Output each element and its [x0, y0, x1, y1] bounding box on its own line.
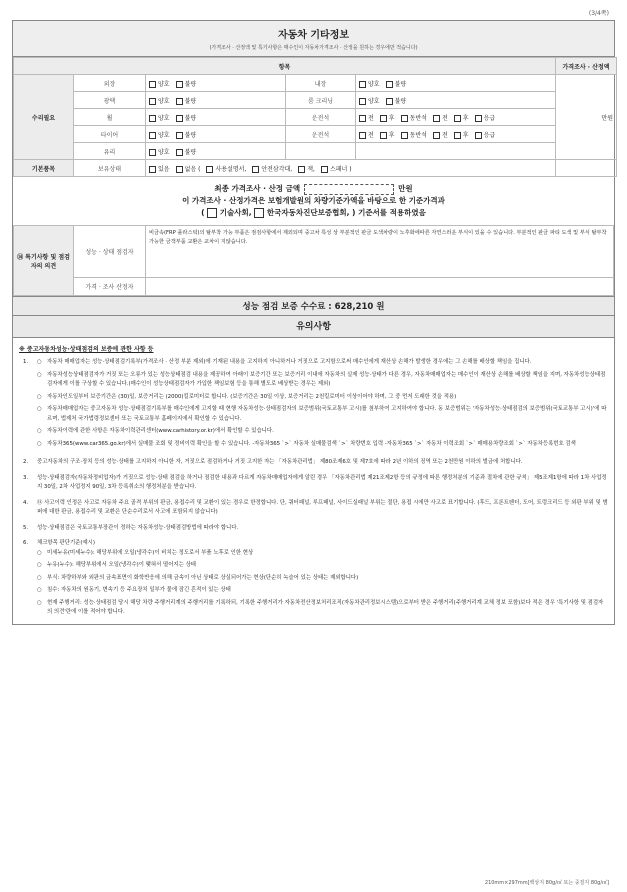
checkbox[interactable]	[454, 132, 461, 139]
checkbox[interactable]	[176, 149, 183, 156]
notice-body	[37, 499, 608, 518]
notice-text: 성능·상태점검은 국토교통부장관이 정하는 자동차성능·상태점검방법에 따라야 합니다.	[37, 524, 239, 531]
notice-number: 5.	[23, 524, 29, 531]
repair-option[interactable]: 불량	[176, 81, 197, 88]
checkbox[interactable]	[176, 132, 183, 139]
notice-bullet-text: 자동차 매매업자는 성능·상태점검기록부(가격조사 · 산정 부분 제외)에 기재된 내용을 고지하지 아니하거나 거짓으로 고지함으로써 매수인에게 재산상 손해가 발생한 경우에는 그 손해를 배상할 책임을 집니다.	[47, 359, 532, 365]
checkbox[interactable]	[321, 166, 328, 173]
basic-option[interactable]: 없음 (	[176, 166, 201, 173]
notice-subtitle: ※ 중고자동차성능·상태점검의 보증에 관한 사항 등	[19, 346, 154, 353]
notice-bullet	[37, 427, 608, 437]
notice-bullet	[37, 599, 608, 618]
price-ref-a: 기술사회,	[219, 208, 252, 217]
checkbox[interactable]	[359, 81, 366, 88]
repair-option[interactable]: 양호	[359, 81, 380, 88]
notice-bullet-text: 자동차성능상태점검자가 거짓 또는 오류가 있는 성능상태점검 내용을 제공하여 아래이 보증기간 또는 보증거리 이내에 자동차의 실제 성능·상태가 다른 경우, 자동차매매업자는 매수인이 재산상 손해를 배상할 책임을 지며, 자동차성능상태점검자에게 이를 구상할 수 있습니다.(매수인이 성능상태점검자가 가입한 책임보험 등을 통해 별도로 배상받는 경우는 제외)	[47, 371, 606, 387]
checkbox-assoc[interactable]	[254, 208, 264, 218]
repair-item-label: 내장	[286, 75, 356, 92]
notice-body	[37, 539, 608, 621]
checkbox[interactable]	[380, 132, 387, 139]
notice-bullet-text: 침수: 자동차의 원동기, 변속기 등 주요장치 일부가 물에 잠긴 흔적이 있는 상태	[47, 587, 231, 593]
notice-text: 중고자동차의 구조·장치 등의 성능·상태를 고지하지 아니한 자, 거짓으로 점검하거나 거짓 고지한 자는 「자동차관리법」 제80조제6호 및 제7호에 따라 2년 이하의 징역 또는 2천만원 이하의 벌금에 처합니다.	[37, 459, 523, 465]
notice-bullet-text: 자동차이력에 관한 사항은 자동차이력관리센터(www.carhistory.or.kr)에서 확인할 수 있습니다.	[47, 428, 274, 434]
notice-bullet-text: 자동차인도일부터 보증기간은 (30)일, 보증거리는 (2000)킬로미터로 합니다. (보증기간은 30일 이상, 보증거리는 2천킬로미터 이상이어야 하며, 그 중 먼저 도래한 것을 적용)	[47, 393, 457, 400]
circle-bullet-icon: ○	[37, 599, 42, 606]
checkbox[interactable]	[475, 132, 482, 139]
repair-option[interactable]: 불량	[386, 81, 407, 88]
repair-option[interactable]: 양호	[359, 98, 380, 105]
special-section-label: ⑭ 특기사항 및 점검자의 의견	[14, 226, 74, 296]
price-unit: 만원	[398, 184, 413, 193]
basic-option[interactable]: 있음	[149, 166, 170, 173]
repair-item-label: 타이어	[74, 126, 146, 143]
notice-bullet	[37, 549, 608, 559]
circle-bullet-icon: ○	[37, 359, 42, 365]
repair-item-label: 운전석	[286, 126, 356, 143]
repair-option[interactable]: 양호	[149, 81, 170, 88]
repair-option[interactable]: 전	[433, 132, 448, 139]
repair-item-options	[146, 143, 286, 160]
repair-option[interactable]: 불량	[176, 98, 197, 105]
notice-bullet-text: 누유(누수): 해당부위에서 오일(냉각수)이 맺혀서 떨어지는 상태	[47, 562, 196, 568]
repair-option[interactable]: 응급	[475, 115, 496, 122]
checkbox[interactable]	[149, 115, 156, 122]
checkbox[interactable]	[359, 115, 366, 122]
repair-option[interactable]: 동반석	[401, 132, 427, 139]
notice-bullet-text: 자동차365(www.car365.go.kr)에서 실매물 조회 및 정비이력 확인을 할 수 있습니다. -자동차365 `>` 자동차 실매물검색 `>` 차량번호 입력 -자동차365 `>` 자동차 이력조회 `>` 매매용차량조회 `>` 자동차등록번호 검색	[47, 440, 576, 447]
notice-body	[37, 358, 608, 452]
repair-option[interactable]: 후	[454, 115, 469, 122]
notice-item	[13, 496, 614, 521]
basic-option[interactable]: 스패너 )	[321, 166, 352, 173]
notice-text: 성능·상태점검자(자동차정비업자)가 거짓으로 성능·상태 점검을 하거나 점검한 내용과 다르게 자동차매매업자에게 알린 경우 「자동차관리법 제21조제2항 등의 규정에 따른 행정처분의 기준과 절차에 관한 규칙」 제5조제1항에 따라 1차 사업정지 30일, 2차 사업정지 90일, 3차 등록취소의 행정처분을 받습니다.	[37, 474, 607, 490]
repair-item-label: 휠	[74, 109, 146, 126]
repair-item-label: 유리	[74, 143, 146, 160]
repair-row	[14, 92, 617, 109]
notice-number: 4.	[23, 499, 29, 506]
repair-option[interactable]: 불량	[176, 149, 197, 156]
checkbox[interactable]	[176, 115, 183, 122]
repair-option[interactable]: 불량	[176, 115, 197, 122]
notice-bullet	[37, 440, 608, 450]
notice-bullet	[37, 405, 608, 424]
checkbox[interactable]	[475, 115, 482, 122]
checkbox[interactable]	[359, 98, 366, 105]
notice-number: 2.	[23, 459, 29, 465]
repair-item-options	[146, 126, 286, 143]
repair-option[interactable]: 후	[380, 132, 395, 139]
inspector-label: 성능 · 상태 점검자	[74, 226, 146, 278]
repair-row	[14, 109, 617, 126]
repair-option[interactable]: 양호	[149, 98, 170, 105]
checkbox-tech[interactable]	[207, 208, 217, 218]
circle-bullet-icon: ○	[37, 371, 42, 378]
circle-bullet-icon: ○	[37, 440, 42, 447]
notice-bullet-text: 현재 주행거리: 성능·상태점검 당시 해당 차량 주행거리계의 주행거리를 기록하되, 기록한 주행거리가 자동차전산정보처리조직(자동차관리정보시스템)으로부터 받은 주행거리(주행거리계 교체 정보 포함)보다 적은 경우 '특기사항 및 점검자의 의견'란에 이를 적어야 합니다.	[47, 599, 604, 615]
notice-item	[13, 355, 614, 455]
checkbox[interactable]	[433, 115, 440, 122]
notice-intro: 체크항목 판단기준(예시)	[37, 540, 95, 546]
special-table	[13, 225, 614, 296]
repair-option[interactable]: 후	[380, 115, 395, 122]
notice-body	[37, 524, 608, 534]
notice-bullet	[37, 393, 608, 403]
repair-section-label: 수리필요	[14, 75, 74, 160]
checkbox[interactable]	[401, 132, 408, 139]
repair-item-options	[356, 143, 556, 160]
form-frame	[12, 20, 615, 625]
appraiser-label: 가격 · 조사 산정자	[74, 278, 146, 296]
repair-option[interactable]: 전	[359, 115, 374, 122]
notice-bullet-text: 부식: 차량하부와 외판의 금속표면이 화학반응에 의해 금속이 아닌 상태로 상실되어가는 현상(단순히 녹슬어 있는 상태는 제외합니다)	[47, 574, 359, 581]
notice-list	[13, 355, 614, 624]
price-label: 최종 가격조사 · 산정 금액	[214, 184, 301, 193]
header-price: 가격조사 · 산정액	[556, 58, 617, 75]
notice-item	[13, 471, 614, 496]
checkbox[interactable]	[149, 81, 156, 88]
checkbox[interactable]	[359, 132, 366, 139]
circle-bullet-icon: ○	[37, 428, 42, 434]
checkbox[interactable]	[176, 81, 183, 88]
checkbox[interactable]	[454, 115, 461, 122]
notice-text: ⑭ 사고이력 인정은 사고로 자동차 주요 골격 부위의 판금, 용접수리 및 교환이 있는 경우로 한정합니다. 단, 쿼터패널, 루프패널, 사이드실패널 부위는 절단, 용접 시에만 사고로 표기합니다. (후드, 프론트펜더, 도어, 트렁크리드 등 외판 부위 및 범퍼에 대한 판금, 용접수리 및 교환은 단순수리로서 사고에 포함되지 않습니다)	[37, 499, 608, 515]
repair-item-label: 광택	[74, 92, 146, 109]
circle-bullet-icon: ○	[37, 587, 42, 593]
checkbox[interactable]	[149, 166, 156, 173]
form-title: 자동차 기타정보	[277, 30, 350, 41]
repair-item-options	[356, 126, 556, 143]
basic-option[interactable]: 사용설명서,	[206, 166, 246, 173]
checkbox[interactable]	[380, 115, 387, 122]
repair-option[interactable]: 양호	[149, 149, 170, 156]
checkbox[interactable]	[206, 166, 213, 173]
checkbox[interactable]	[433, 132, 440, 139]
notice-item	[13, 455, 614, 471]
repair-option[interactable]: 양호	[149, 132, 170, 139]
paper-spec: 210mm×297mm[백상지 80g/㎡ 또는 중질지 80g/㎡]	[484, 880, 609, 886]
repair-row	[14, 143, 617, 160]
repair-option[interactable]: 불량	[176, 132, 197, 139]
price-note: 이 가격조사 · 산정가격은 보험개발원의 차량기준가액을 바탕으로 한 기준가격과	[182, 196, 445, 205]
form-subtitle: (가격조사 · 산정액 및 특기사항은 매수인이 자동차가격조사 · 산정을 원하는 경우에만 적습니다)	[209, 45, 418, 51]
price-box: 최종 가격조사 · 산정 금액 만원 이 가격조사 · 산정가격은 보험개발원의 차량기준가액을 바탕으로 한 기준가격과 ( 기술사회, 한국자동차진단보증협회, ) 기준서를 적용하였음	[13, 177, 614, 225]
circle-bullet-icon: ○	[37, 406, 42, 412]
repair-option[interactable]: 응급	[475, 132, 496, 139]
notice-bullet	[37, 574, 608, 584]
repair-item-label: 운전석	[286, 109, 356, 126]
repair-option[interactable]: 불량	[386, 98, 407, 105]
repair-item-label: 룸 크리닝	[286, 92, 356, 109]
notice-number: 1.	[23, 359, 29, 365]
repair-item-label: 외장	[74, 75, 146, 92]
notice-title: 유의사항	[13, 316, 614, 338]
repair-item-options	[356, 109, 556, 126]
appraiser-opinion	[146, 278, 614, 296]
repair-option[interactable]: 동반석	[401, 115, 427, 122]
checkbox[interactable]	[149, 149, 156, 156]
circle-bullet-icon: ○	[37, 574, 42, 581]
notice-item	[13, 536, 614, 624]
repair-row	[14, 75, 617, 92]
notice-bullet	[37, 371, 608, 390]
basic-section-label: 기본품목	[14, 160, 74, 177]
repair-option[interactable]: 전	[433, 115, 448, 122]
page-number: (3/4쪽)	[588, 10, 609, 17]
checkbox[interactable]	[386, 81, 393, 88]
checkbox[interactable]	[298, 166, 305, 173]
circle-bullet-icon: ○	[37, 562, 42, 568]
repair-item-options	[146, 75, 286, 92]
fee-banner: 성능 점검 보증 수수료 : 628,210 원	[13, 296, 614, 316]
checkbox[interactable]	[149, 98, 156, 105]
repair-price-unit: 만원	[556, 75, 617, 160]
title-box	[13, 21, 614, 57]
notice-bullet	[37, 358, 608, 368]
notice-number: 3.	[23, 474, 29, 481]
checkbox[interactable]	[386, 98, 393, 105]
repair-item-options	[146, 92, 286, 109]
notice-bullet-text: 미세누유(미세누수): 해당부위에 오일(냉각수)이 비치는 정도로서 부품 노후로 인한 현상	[47, 549, 254, 556]
price-ref-b: 한국자동차진단보증협회, ) 기준서를 적용하였음	[266, 208, 426, 217]
checkbox[interactable]	[252, 166, 259, 173]
notice-body	[37, 474, 608, 493]
repair-item-options	[356, 92, 556, 109]
repair-row	[14, 126, 617, 143]
repair-item-options	[146, 109, 286, 126]
repair-item-options	[356, 75, 556, 92]
notice-number: 6.	[23, 540, 29, 546]
repair-table	[13, 57, 617, 177]
notice-item	[13, 521, 614, 537]
basic-options	[146, 160, 556, 177]
circle-bullet-icon: ○	[37, 549, 42, 556]
inspector-opinion: 비금속(FRP 플라스틱)의 탈부착 가능 부품은 점검사항에서 제외되며 중고차 특성 상 부분적인 판금 도색차량이 노후화에따른 자연스러운 부식이 있을 수 있습니다. 부분적인 판금 파티 도색 및 부식 탈부착 가능한 금객부품 교환은 교차이 지않습니다.	[146, 226, 614, 278]
repair-item-label	[286, 143, 356, 160]
notice-body	[37, 458, 608, 468]
notice-bullet	[37, 561, 608, 571]
notice-bullet-text: 자동차매매업자는 중고자동차 성능·상태점검기록부를 매수인에게 고지할 때 현행 자동차성능·상태점검자의 보증범위(국토교통부 고시)를 첨부하여 고지하여야 합니다. 동 보증범위는 '자동차성능·상태점검의 보증범위(국토교통부 고시)'에 따르며, 법제처 국가법령정보센터 또는 국토교통부 홈페이지에서 확인할 수 있습니다.	[47, 406, 607, 422]
repair-option[interactable]: 후	[454, 132, 469, 139]
notice-bullet	[37, 586, 608, 596]
checkbox[interactable]	[176, 98, 183, 105]
repair-option[interactable]: 양호	[149, 115, 170, 122]
price-input[interactable]	[304, 184, 394, 195]
header-item: 항목	[14, 58, 556, 75]
repair-option[interactable]: 전	[359, 132, 374, 139]
checkbox[interactable]	[401, 115, 408, 122]
basic-row-label: 보유상태	[74, 160, 146, 177]
basic-option[interactable]: 안전삼각대,	[252, 166, 292, 173]
circle-bullet-icon: ○	[37, 393, 42, 400]
checkbox[interactable]	[176, 166, 183, 173]
checkbox[interactable]	[149, 132, 156, 139]
basic-option[interactable]: 잭,	[298, 166, 315, 173]
